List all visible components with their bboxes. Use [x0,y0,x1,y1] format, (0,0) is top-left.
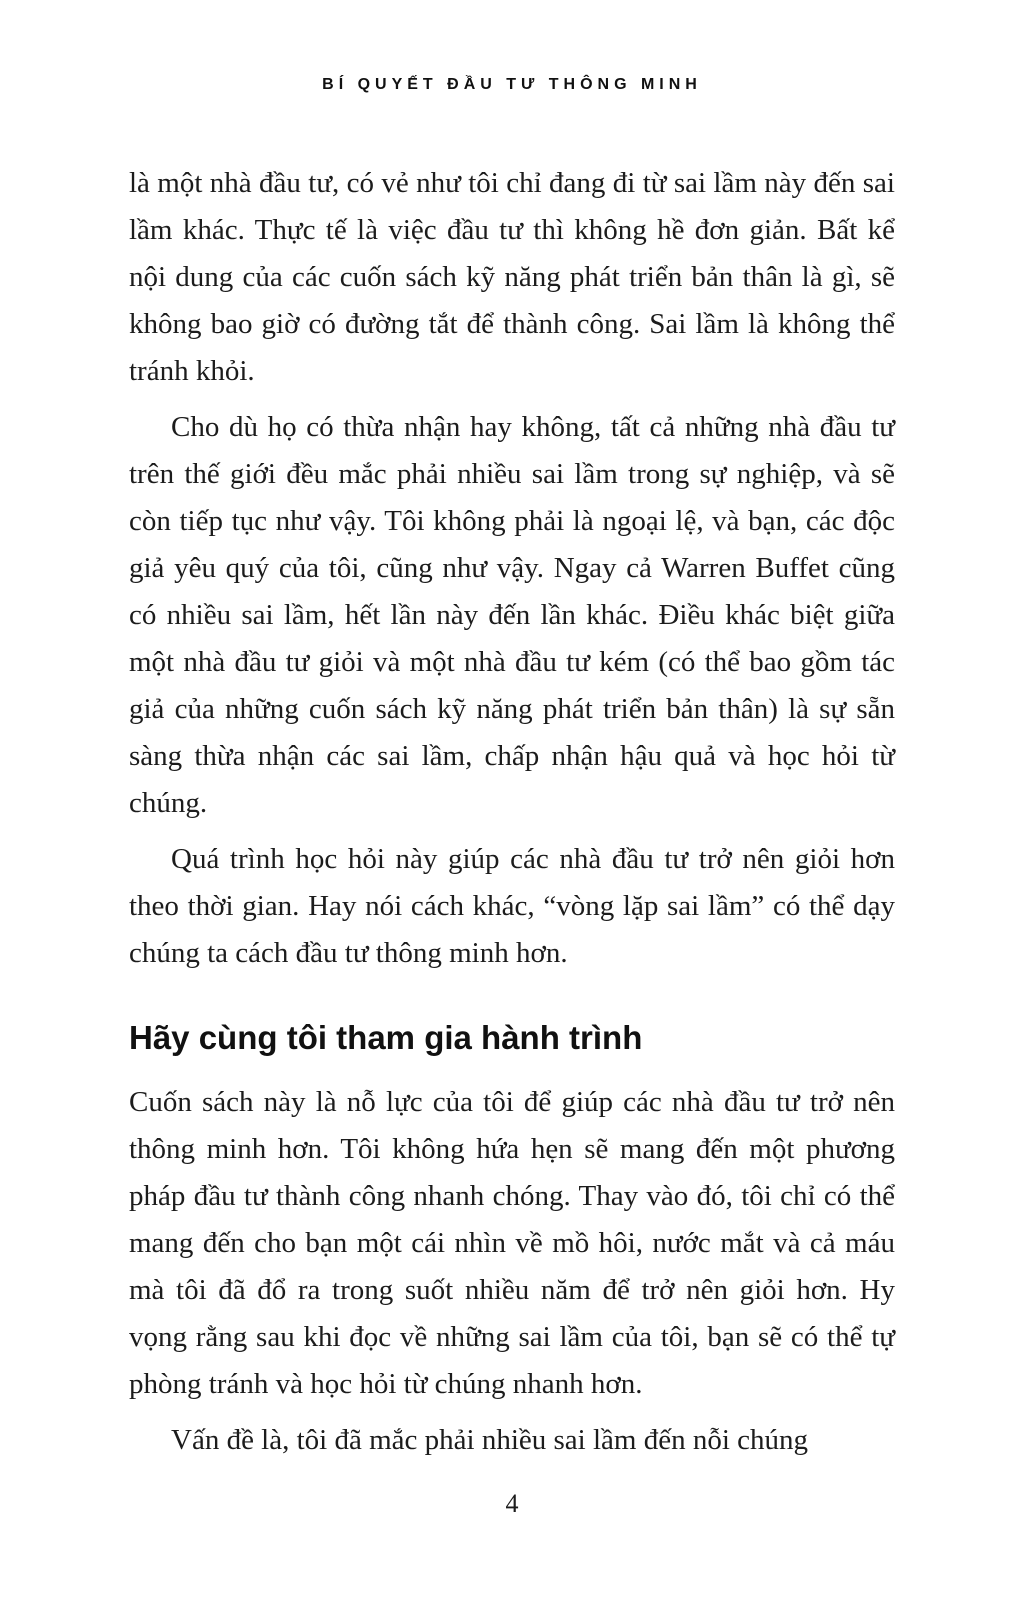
body-paragraph: Cuốn sách này là nỗ lực của tôi để giúp các nhà đầu tư trở nên thông minh hơn. Tôi không hứa hẹn sẽ mang đến một phương pháp đầu tư thành công nhanh chóng. Thay vào đó, tôi chỉ có thể mang đến cho bạn một cái nhìn về mồ hôi, nước mắt và cả máu mà tôi đã đổ ra trong suốt nhiều năm để trở nên giỏi hơn. Hy vọng rằng sau khi đọc về những sai lầm của tôi, bạn sẽ có thể tự phòng tránh và học hỏi từ chúng nhanh hơn. [129,1086,895,1400]
running-header: BÍ QUYẾT ĐẦU TƯ THÔNG MINH [322,76,702,93]
page-number: 4 [505,1489,519,1518]
section-heading: Hãy cùng tôi tham gia hành trình [129,1019,643,1056]
page-content [129,160,895,1489]
body-paragraph: Quá trình học hỏi này giúp các nhà đầu tư trở nên giỏi hơn theo thời gian. Hay nói cách khác, “vòng lặp sai lầm” có thể dạy chúng ta cách đầu tư thông minh hơn. [129,843,895,969]
body-paragraph: Cho dù họ có thừa nhận hay không, tất cả những nhà đầu tư trên thế giới đều mắc phải nhiều sai lầm trong sự nghiệp, và sẽ còn tiếp tục như vậy. Tôi không phải là ngoại lệ, và bạn, các độc giả yêu quý của tôi, cũng như vậy. Ngay cả Warren Buffet cũng có nhiều sai lầm, hết lần này đến lần khác. Điều khác biệt giữa một nhà đầu tư giỏi và một nhà đầu tư kém (có thể bao gồm tác giả của những cuốn sách kỹ năng phát triển bản thân) là sự sẵn sàng thừa nhận các sai lầm, chấp nhận hậu quả và học hỏi từ chúng. [129,411,895,819]
body-paragraph: Vấn đề là, tôi đã mắc phải nhiều sai lầm đến nỗi chúng [171,1424,809,1456]
body-paragraph: là một nhà đầu tư, có vẻ như tôi chỉ đang đi từ sai lầm này đến sai lầm khác. Thực tế là việc đầu tư thì không hề đơn giản. Bất kể nội dung của các cuốn sách kỹ năng phát triển bản thân là gì, sẽ không bao giờ có đường tắt để thành công. Sai lầm là không thể tránh khỏi. [129,167,895,387]
